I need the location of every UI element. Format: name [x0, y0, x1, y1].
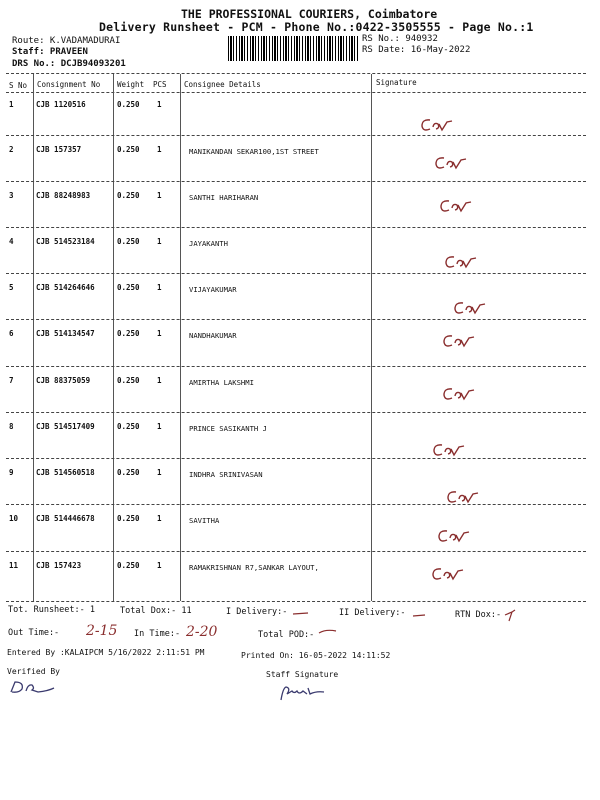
row-sno: 6: [9, 329, 14, 338]
delivery-signature-mark: [431, 440, 467, 460]
route-label: Route: K.VADAMADURAI: [12, 36, 121, 46]
verified-by-label: Verified By: [7, 667, 60, 676]
row-sno: 4: [9, 237, 14, 246]
row-weight: 0.250: [117, 237, 140, 246]
col-divider: [180, 74, 181, 601]
row-consignee: AMIRTHA LAKSHMI: [189, 378, 254, 387]
row-sno: 9: [9, 468, 14, 477]
rtn-dox-mark: [503, 608, 517, 622]
row-sno: 5: [9, 283, 14, 292]
row-separator: [6, 319, 586, 320]
row-separator: [6, 412, 586, 413]
row-separator: [6, 458, 586, 459]
delivery-signature-mark: [438, 196, 474, 216]
row-pcs: 1: [157, 376, 162, 385]
row-consignee: SAVITHA: [189, 516, 220, 525]
row-pcs: 1: [157, 145, 162, 154]
printed-on: Printed On: 16-05-2022 14:11:52: [241, 651, 391, 660]
row-consignee: NANDHAKUMAR: [189, 331, 237, 340]
col-signature: Signature: [376, 78, 417, 87]
table-top-rule: [6, 73, 586, 74]
row-consignment: CJB 514134547: [36, 329, 95, 338]
row-weight: 0.250: [117, 100, 140, 109]
out-time-label: Out Time:-: [8, 628, 60, 638]
row-consignment: CJB 514517409: [36, 422, 95, 431]
row-separator: [6, 504, 586, 505]
row-weight: 0.250: [117, 283, 140, 292]
row-weight: 0.250: [117, 468, 140, 477]
col-consignee: Consignee Details: [184, 80, 261, 89]
total-pod: Total POD:-: [258, 630, 315, 640]
delivery-signature-mark: [430, 564, 466, 584]
row-sno: 1: [9, 100, 14, 109]
barcode-image: [228, 36, 358, 61]
row-sno: 10: [9, 514, 19, 523]
delivery-signature-mark: [433, 153, 469, 173]
col-divider: [371, 74, 372, 601]
drs-number: DRS No.: DCJB94093201: [12, 59, 126, 69]
ii-delivery: II Delivery:-: [339, 608, 406, 618]
row-weight: 0.250: [117, 376, 140, 385]
company-name: THE PROFESSIONAL COURIERS, Coimbatore: [181, 7, 438, 21]
rs-date: RS Date: 16-May-2022: [362, 45, 471, 55]
col-weight: Weight: [117, 80, 145, 89]
row-consignment: CJB 88375059: [36, 376, 91, 385]
row-pcs: 1: [157, 329, 162, 338]
row-weight: 0.250: [117, 514, 140, 523]
row-weight: 0.250: [117, 329, 140, 338]
row-consignment: CJB 514446678: [36, 514, 95, 523]
row-consignee: INDHRA SRINIVASAN: [189, 470, 263, 479]
col-divider: [113, 74, 114, 601]
entered-by: Entered By :KALAIPCM 5/16/2022 2:11:51 PM: [7, 648, 205, 657]
row-consignee: JAYAKANTH: [189, 239, 228, 248]
row-consignment: CJB 88248983: [36, 191, 91, 200]
delivery-signature-mark: [441, 331, 477, 351]
row-pcs: 1: [157, 422, 162, 431]
row-sno: 8: [9, 422, 14, 431]
total-dox: Total Dox:- 11: [120, 606, 192, 616]
rtn-dox: RTN Dox:-: [455, 610, 502, 620]
col-divider: [33, 74, 34, 601]
row-separator: [6, 551, 586, 552]
row-sno: 7: [9, 376, 14, 385]
in-time-label: In Time:-: [134, 629, 181, 639]
staff-signature: [278, 682, 328, 702]
staff-signature-label: Staff Signature: [266, 670, 339, 679]
delivery-signature-mark: [445, 487, 481, 507]
row-consignee: MANIKANDAN SEKAR100,1ST STREET: [189, 147, 319, 156]
table-bottom-rule: [6, 601, 586, 602]
row-weight: 0.250: [117, 561, 140, 570]
row-consignee: VIJAYAKUMAR: [189, 285, 237, 294]
row-separator: [6, 181, 586, 182]
i-delivery: I Delivery:-: [226, 607, 288, 617]
row-weight: 0.250: [117, 422, 140, 431]
row-separator: [6, 227, 586, 228]
row-consignee: PRINCE SASIKANTH J: [189, 424, 267, 433]
row-consignee: RAMAKRISHNAN R7,SANKAR LAYOUT,: [189, 563, 319, 572]
table-header-rule: [6, 92, 586, 93]
total-pod-dash: [318, 628, 338, 636]
ii-delivery-dash: [412, 613, 428, 619]
row-pcs: 1: [157, 191, 162, 200]
delivery-signature-mark: [419, 115, 455, 135]
tot-runsheet: Tot. Runsheet:- 1: [8, 605, 95, 615]
out-time-value: 2-15: [86, 623, 118, 639]
i-delivery-dash: [292, 611, 310, 617]
runsheet-title: Delivery Runsheet - PCM - Phone No.:0422-3505555 - Page No.:1: [99, 20, 534, 34]
delivery-signature-mark: [443, 252, 479, 272]
row-consignment: CJB 514264646: [36, 283, 95, 292]
col-pcs: PCS: [153, 80, 167, 89]
delivery-signature-mark: [452, 298, 488, 318]
col-sno: S No: [9, 81, 28, 90]
delivery-signature-mark: [436, 526, 472, 546]
row-pcs: 1: [157, 283, 162, 292]
row-sno: 3: [9, 191, 14, 200]
row-sno: 2: [9, 145, 14, 154]
staff-label: Staff: PRAVEEN: [12, 47, 88, 57]
in-time-value: 2-20: [186, 624, 218, 640]
row-pcs: 1: [157, 237, 162, 246]
row-separator: [6, 366, 586, 367]
row-consignment: CJB 514560518: [36, 468, 95, 477]
row-consignment: CJB 514523184: [36, 237, 95, 246]
row-consignee: SANTHI HARIHARAN: [189, 193, 259, 202]
delivery-signature-mark: [441, 384, 477, 404]
row-pcs: 1: [157, 100, 162, 109]
row-weight: 0.250: [117, 145, 140, 154]
verifier-signature: [8, 678, 58, 696]
rs-number: RS No.: 940932: [362, 34, 438, 44]
row-sno: 11: [9, 561, 19, 570]
row-pcs: 1: [157, 468, 162, 477]
row-consignment: CJB 157357: [36, 145, 82, 154]
row-separator: [6, 135, 586, 136]
row-pcs: 1: [157, 561, 162, 570]
row-separator: [6, 273, 586, 274]
col-consignment: Consignment No: [37, 80, 101, 89]
row-pcs: 1: [157, 514, 162, 523]
row-consignment: CJB 1120516: [36, 100, 86, 109]
row-weight: 0.250: [117, 191, 140, 200]
row-consignment: CJB 157423: [36, 561, 82, 570]
